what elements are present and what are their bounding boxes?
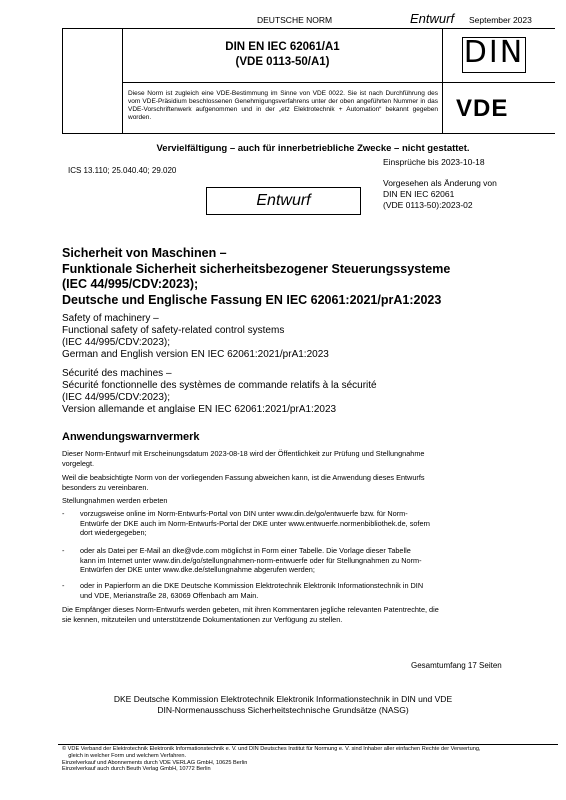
reproduction-notice: Vervielfältigung – auch für innerbetriebliche Zwecke – nicht gestattet. — [156, 143, 470, 154]
vde-notice: Diese Norm ist zugleich eine VDE-Bestimmung im Sinne von VDE 0022. Sie ist nach Durchführung des vom VDE-Präsidium beschlossenen Genehmigungsverfahrens unter der oben angeführten Nummer in das VDE-Vorschriftenwerk aufgenommen und in der „etz Elektrotechnik + Automation“ bekannt gegeben worden. — [128, 90, 438, 121]
title-line: Sécurité fonctionnelle des systèmes de commande relatifs à la sécurité — [62, 380, 377, 391]
warning-paragraph — [62, 449, 424, 468]
publication-date: September 2023 — [469, 15, 532, 25]
bullet-marker: - — [62, 546, 65, 555]
title-line: Sécurité des machines – — [62, 368, 172, 379]
text-line: Dieser Norm-Entwurf mit Erscheinungsdatum 2023-08-18 wird der Öffentlichkeit zur Prüfung und Stellungnahme — [62, 449, 425, 458]
legal-line: © VDE Verband der Elektrotechnik Elektronik Informationstechnik e. V. und DIN Deutsches Institut für Normung e. V. sind Inhaber aller einfachen Rechte der Verwertung, — [62, 746, 481, 752]
title-line: Functional safety of safety-related control systems — [62, 325, 285, 336]
bottom-rule — [62, 133, 555, 134]
organization-line: DKE Deutsche Kommission Elektrotechnik Elektronik Informationstechnik in DIN und VDE — [113, 694, 453, 704]
title-line: German and English version EN IEC 62061:2021/prA1:2023 — [62, 349, 329, 360]
text-line: Entwürfen der DKE unter www.dke.de/stellungnahme abgerufen werden; — [80, 565, 315, 575]
amendment-line: DIN EN IEC 62061 — [383, 189, 455, 199]
legal-notice — [62, 746, 481, 773]
text-line: vorzugsweise online im Norm-Entwurfs-Portal von DIN unter www.din.de/go/entwuerfe bzw. für Norm- — [80, 509, 408, 518]
title-line: Safety of machinery – — [62, 313, 159, 324]
closing-paragraph — [62, 605, 439, 624]
mid-rule — [122, 82, 555, 83]
legal-line: gleich in welcher Form und welchem Verfahren. — [62, 752, 187, 759]
text-line: und VDE, Merianstraße 28, 63069 Offenbach am Main. — [80, 590, 259, 600]
standard-number: DIN EN IEC 62061/A1 — [225, 41, 340, 53]
bullet-marker: - — [62, 509, 65, 518]
vde-number: (VDE 0113-50/A1) — [235, 56, 330, 68]
legal-line: Einzelverkauf und Abonnements durch VDE VERLAG GmbH, 10625 Berlin — [62, 759, 248, 766]
organizations — [0, 694, 566, 716]
text-line: vorgelegt. — [62, 458, 95, 468]
legal-rule — [58, 744, 558, 745]
text-line: kann im Internet unter www.din.de/go/stellungnahmen-norm-entwuerfe oder für Stellungnahmen zu Norm- — [80, 555, 422, 565]
title-german — [62, 246, 450, 308]
objections-deadline: Einsprüche bis 2023-10-18 — [383, 157, 485, 167]
amendment-note — [383, 178, 497, 211]
bullet-item — [80, 546, 422, 575]
requested-label: Stellungnahmen werden erbeten — [62, 496, 168, 505]
text-line: oder als Datei per E-Mail an dke@vde.com möglichst in Form einer Tabelle. Die Vorlage dieser Tabelle — [80, 546, 411, 555]
text-line: dort wiedergegeben; — [80, 528, 147, 538]
ics-codes: ICS 13.110; 25.040.40; 29.020 — [68, 166, 177, 175]
inner-right-rule — [442, 28, 443, 133]
warning-paragraph — [62, 473, 425, 492]
title-line: (IEC 44/995/CDV:2023); — [62, 337, 171, 348]
din-logo-text: DIN — [463, 35, 525, 70]
bullet-item — [80, 581, 423, 600]
title-line: Sicherheit von Maschinen – — [62, 246, 227, 260]
title-line: Deutsche und Englische Fassung EN IEC 62061:2021/prA1:2023 — [62, 292, 442, 307]
warning-heading: Anwendungswarnvermerk — [62, 431, 200, 443]
title-french — [62, 368, 377, 416]
vde-logo: VDE — [456, 95, 509, 122]
bullet-item — [80, 509, 430, 538]
title-english — [62, 313, 329, 361]
text-line: Entwürfe der DKE auch im Norm-Entwurfs-Portal der DKE unter www.entwuerfe.normenbibliothek.de, sofern — [80, 518, 430, 528]
text-line: Die Empfänger dieses Norm-Entwurfs werden gebeten, mit ihren Kommentaren jegliche relevanten Patentrechte, die — [62, 605, 439, 614]
amendment-line: Vorgesehen als Änderung von — [383, 178, 497, 188]
text-line: besonders zu vereinbaren. — [62, 482, 149, 492]
din-logo — [462, 37, 526, 73]
total-pages: Gesamtumfang 17 Seiten — [411, 661, 502, 670]
legal-line: Einzelverkauf auch durch Beuth Verlag GmbH, 10772 Berlin — [62, 766, 211, 773]
title-line: (IEC 44/995/CDV:2023); — [62, 277, 199, 291]
bullet-marker: - — [62, 581, 65, 590]
top-rule — [62, 28, 555, 29]
organization-line: DIN-Normenausschuss Sicherheitstechnische Grundsätze (NASG) — [157, 705, 409, 715]
text-line: sie kennen, mitzuteilen und unterstützende Dokumentationen zur Verfügung zu stellen. — [62, 614, 343, 624]
title-line: Version allemande et anglaise EN IEC 62061:2021/prA1:2023 — [62, 404, 337, 415]
norm-type: DEUTSCHE NORM — [257, 15, 333, 25]
draft-box: Entwurf — [206, 187, 361, 215]
draft-status: Entwurf — [410, 11, 455, 26]
text-line: Weil die beabsichtigte Norm von der vorliegenden Fassung abweichen kann, ist die Anwendung dieses Entwurfs — [62, 473, 425, 482]
title-line: (IEC 44/995/CDV:2023); — [62, 392, 171, 403]
left-rule — [62, 28, 63, 133]
title-line: Funktionale Sicherheit sicherheitsbezogener Steuerungssysteme — [62, 261, 451, 276]
text-line: oder in Papierform an die DKE Deutsche Kommission Elektrotechnik Elektronik Informationstechnik in DIN — [80, 581, 424, 590]
amendment-line: (VDE 0113-50):2023-02 — [383, 200, 473, 210]
